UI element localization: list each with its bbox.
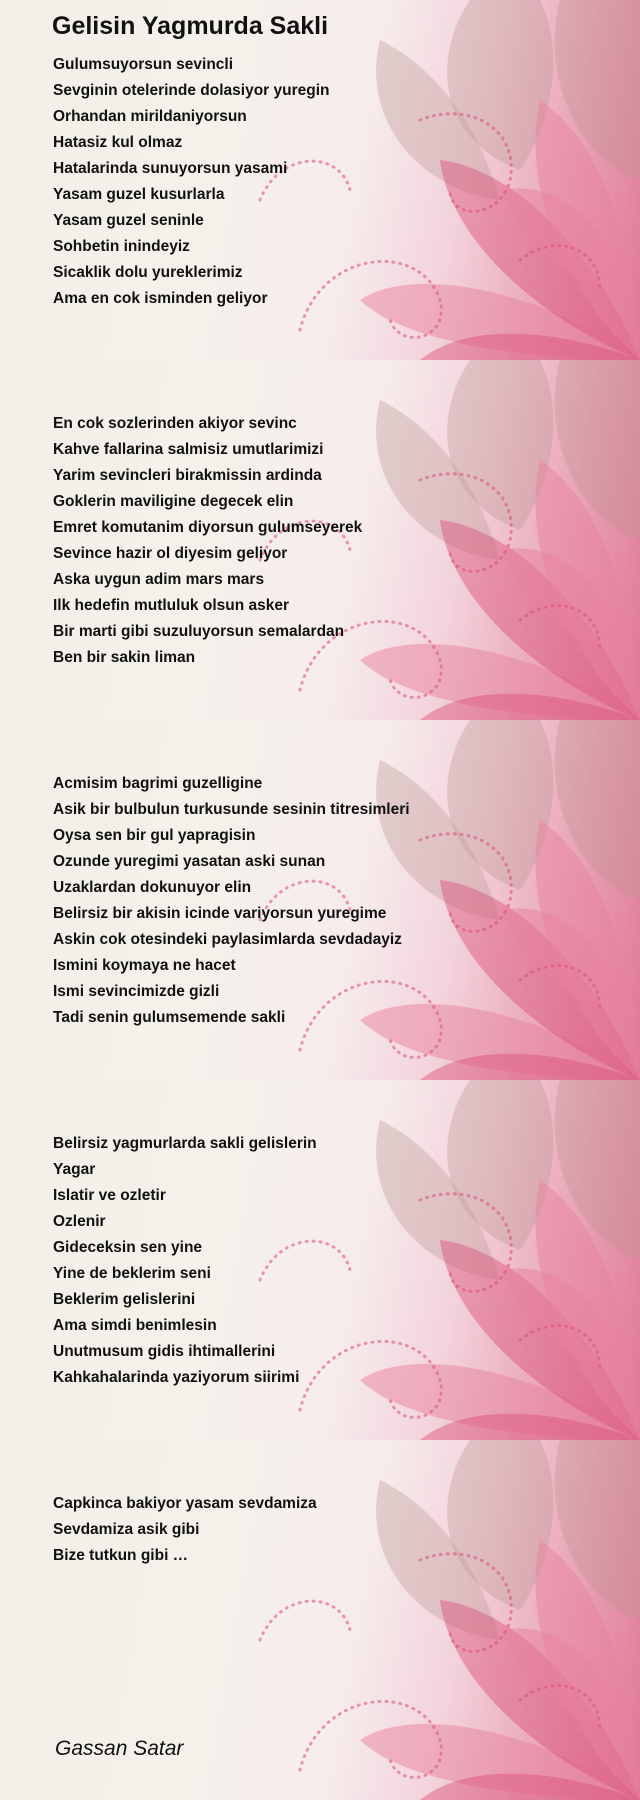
poem-title: Gelisin Yagmurda Sakli — [52, 12, 329, 40]
poem-line: Ilk hedefin mutluluk olsun asker — [53, 597, 289, 614]
poem-line: Islatir ve ozletir — [53, 1187, 166, 1204]
poem-line: Ama simdi benimlesin — [53, 1317, 217, 1334]
poem-line: Asik bir bulbulun turkusunde sesinin titresimleri — [53, 801, 410, 818]
poem-line: Belirsiz bir akisin icinde variyorsun yuregime — [53, 905, 387, 922]
poem-line: Gulumsuyorsun sevincli — [53, 56, 234, 73]
poem-line: Goklerin maviligine degecek elin — [53, 493, 294, 510]
stanza-5 — [53, 1491, 317, 1569]
poem-line: Ozunde yuregimi yasatan aski sunan — [53, 853, 326, 870]
poem-line: Sevince hazir ol diyesim geliyor — [53, 545, 288, 562]
poem-line: Acmisim bagrimi guzelligine — [53, 775, 263, 792]
poem-line: Sevdamiza asik gibi — [53, 1521, 200, 1538]
poem-line: Capkinca bakiyor yasam sevdamiza — [53, 1495, 317, 1512]
poem-line: Belirsiz yagmurlarda sakli gelislerin — [53, 1135, 317, 1152]
poem-line: Sevginin otelerinde dolasiyor yuregin — [53, 82, 330, 99]
poem-line: Oysa sen bir gul yapragisin — [53, 827, 256, 844]
poem-line: Kahkahalarinda yaziyorum siirimi — [53, 1369, 300, 1386]
poem-line: Aska uygun adim mars mars — [53, 571, 265, 588]
poem-line: Ismi sevincimizde gizli — [53, 983, 220, 1000]
stanza-1 — [53, 52, 329, 312]
poem-line: Kahve fallarina salmisiz umutlarimizi — [53, 441, 324, 458]
poem-line: Sohbetin inindeyiz — [53, 238, 190, 255]
stanza-2 — [53, 411, 362, 671]
stanza-4 — [53, 1131, 317, 1391]
poem-line: Yagar — [53, 1161, 96, 1178]
poem-line: Bir marti gibi suzuluyorsun semalardan — [53, 623, 345, 640]
poem-line: Ismini koymaya ne hacet — [53, 957, 236, 974]
poem-line: Ben bir sakin liman — [53, 649, 196, 666]
poem-line: Unutmusum gidis ihtimallerini — [53, 1343, 276, 1360]
poem-line: Emret komutanim diyorsun gulumseyerek — [53, 519, 363, 536]
poem-line: Beklerim gelislerini — [53, 1291, 196, 1308]
stanza-3 — [53, 771, 410, 1031]
poem-line: Hatasiz kul olmaz — [53, 134, 183, 151]
poem-line: Ozlenir — [53, 1213, 106, 1230]
poem-author: Gassan Satar — [55, 1737, 184, 1760]
poem-line: Ama en cok isminden geliyor — [53, 290, 268, 307]
poem-line: Orhandan mirildaniyorsun — [53, 108, 247, 125]
poem-line: En cok sozlerinden akiyor sevinc — [53, 415, 297, 432]
poem-line: Yarim sevincleri birakmissin ardinda — [53, 467, 322, 484]
poem-line: Gideceksin sen yine — [53, 1239, 203, 1256]
poem-line: Hatalarinda sunuyorsun yasami — [53, 160, 288, 177]
poem-line: Sicaklik dolu yureklerimiz — [53, 264, 243, 281]
poem-line: Yasam guzel seninle — [53, 212, 204, 229]
poem-line: Yasam guzel kusurlarla — [53, 186, 225, 203]
poem-line: Tadi senin gulumsemende sakli — [53, 1009, 286, 1026]
poem-line: Bize tutkun gibi … — [53, 1547, 189, 1564]
dotted-swirl — [260, 1601, 350, 1640]
poem-line: Uzaklardan dokunuyor elin — [53, 879, 252, 896]
poem-line: Yine de beklerim seni — [53, 1265, 211, 1282]
poem-line: Askin cok otesindeki paylasimlarda sevdadayiz — [53, 931, 402, 948]
